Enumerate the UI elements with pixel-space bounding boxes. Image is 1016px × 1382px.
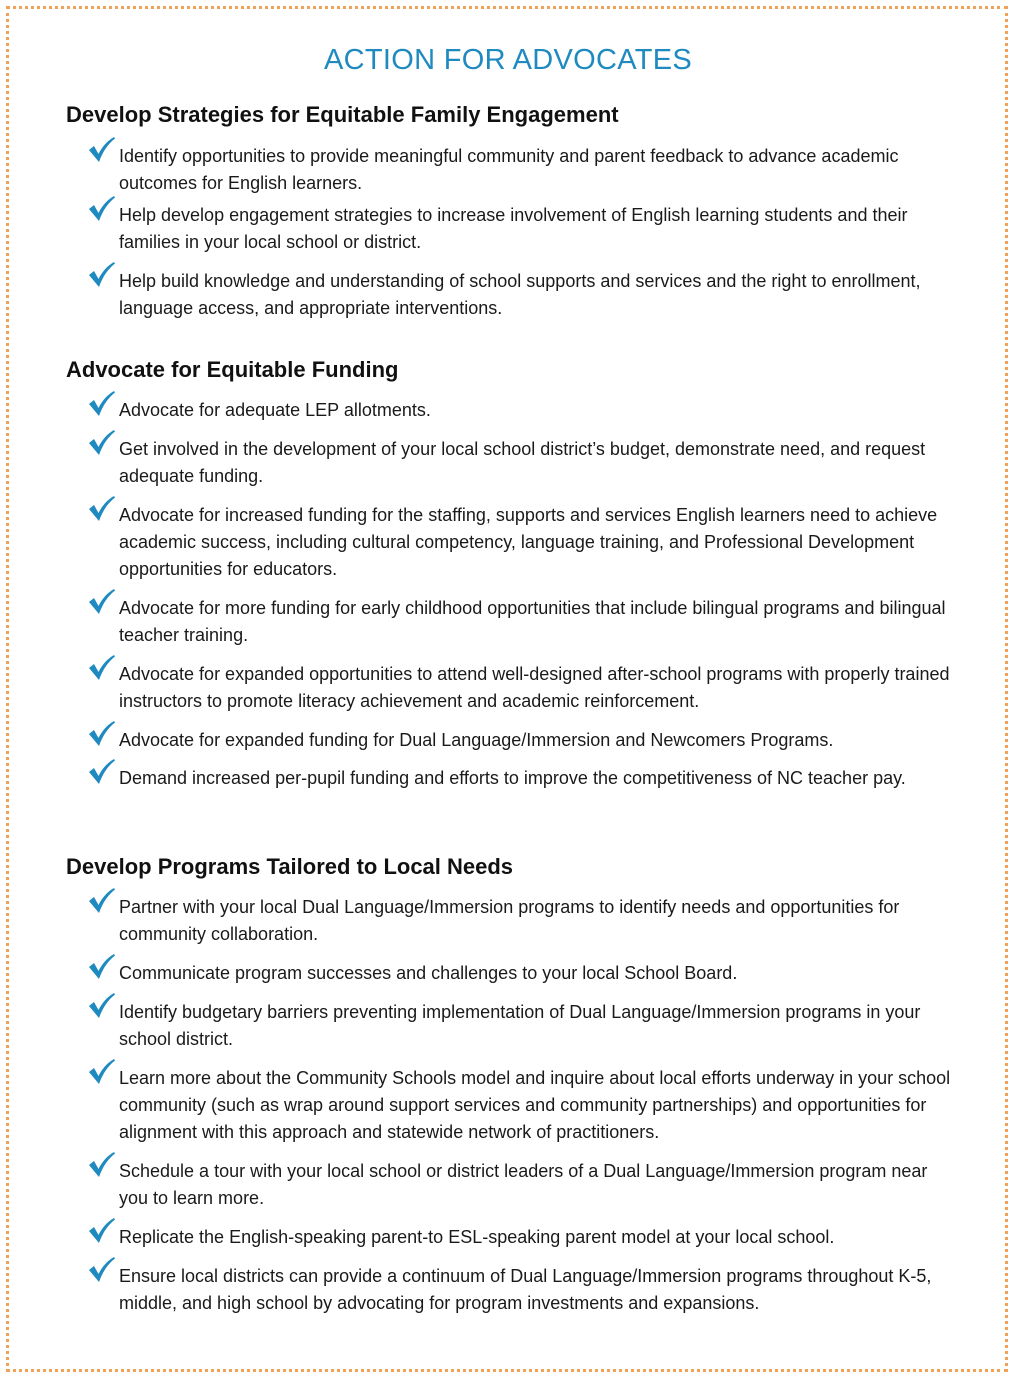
- list-item: [86, 436, 956, 490]
- list-item-text: Help develop engagement strategies to increase involvement of English learning students and their families in your local school or district.: [119, 205, 908, 252]
- list-item: [86, 999, 956, 1053]
- list-item-text: Partner with your local Dual Language/Immersion programs to identify needs and opportunities for community collaboration.: [119, 897, 900, 944]
- list-item-text: Identify budgetary barriers preventing implementation of Dual Language/Immersion programs in your school district.: [119, 1002, 921, 1049]
- checkmark-icon: [86, 428, 116, 458]
- list-item: [86, 268, 956, 322]
- checkmark-icon: [86, 389, 116, 419]
- section-heading: Develop Strategies for Equitable Family Engagement: [66, 102, 619, 127]
- checkmark-icon: [86, 757, 116, 787]
- list-item: [86, 1224, 956, 1251]
- checkmark-icon: [86, 719, 116, 749]
- section-heading: Develop Programs Tailored to Local Needs: [66, 854, 514, 879]
- list-item: [86, 1263, 956, 1317]
- list-item-text: Communicate program successes and challenges to your local School Board.: [119, 963, 738, 983]
- list-item-text: Advocate for increased funding for the staffing, supports and services English learners need to achieve academic success, including cultural competency, language training, and Professional Development opportunities for educators.: [119, 505, 938, 579]
- list-item-text: Identify opportunities to provide meaningful community and parent feedback to advance academic outcomes for English learners.: [119, 146, 899, 193]
- list-item: [86, 727, 956, 754]
- checkmark-icon: [86, 135, 116, 165]
- checkmark-icon: [86, 260, 116, 290]
- list-item: [86, 143, 956, 197]
- list-item-text: Advocate for expanded funding for Dual Language/Immersion and Newcomers Programs.: [119, 730, 834, 750]
- checkmark-icon: [86, 494, 116, 524]
- list-item: [86, 894, 956, 948]
- checkmark-icon: [86, 194, 116, 224]
- checkmark-icon: [86, 1057, 116, 1087]
- list-item: [86, 1158, 956, 1212]
- checkmark-icon: [86, 991, 116, 1021]
- list-item-text: Get involved in the development of your local school district’s budget, demonstrate need, and request adequate funding.: [119, 439, 926, 486]
- list-item-text: Advocate for more funding for early childhood opportunities that include bilingual programs and bilingual teacher training.: [119, 598, 946, 645]
- list-item: [86, 661, 956, 715]
- checkmark-icon: [86, 1150, 116, 1180]
- list-item-text: Help build knowledge and understanding of school supports and services and the right to enrollment, language access, and appropriate interventions.: [119, 271, 921, 318]
- checkmark-icon: [86, 653, 116, 683]
- list-item: [86, 202, 956, 256]
- checkmark-icon: [86, 587, 116, 617]
- checkmark-icon: [86, 886, 116, 916]
- checkmark-icon: [86, 952, 116, 982]
- list-item: [86, 595, 956, 649]
- list-item-text: Replicate the English-speaking parent-to ESL-speaking parent model at your local school.: [119, 1227, 835, 1247]
- list-item: [86, 397, 956, 424]
- list-item-text: Demand increased per-pupil funding and efforts to improve the competitiveness of NC teacher pay.: [119, 768, 906, 788]
- page-title: ACTION FOR ADVOCATES: [323, 44, 692, 76]
- checkmark-icon: [86, 1216, 116, 1246]
- list-item: [86, 502, 956, 583]
- list-item: [86, 960, 956, 987]
- list-item-text: Schedule a tour with your local school or district leaders of a Dual Language/Immersion program near you to learn more.: [119, 1161, 928, 1208]
- list-item-text: Advocate for expanded opportunities to attend well-designed after-school programs with properly trained instructors to promote literacy achievement and academic reinforcement.: [119, 664, 950, 711]
- checkmark-icon: [86, 1255, 116, 1285]
- list-item-text: Advocate for adequate LEP allotments.: [119, 400, 431, 420]
- list-item-text: Learn more about the Community Schools model and inquire about local efforts underway in your school community (such as wrap around support services and community partnerships) and opportunities for alignment with this approach and statewide network of practitioners.: [119, 1068, 951, 1142]
- list-item-text: Ensure local districts can provide a continuum of Dual Language/Immersion programs throughout K-5, middle, and high school by advocating for program investments and expansions.: [119, 1266, 932, 1313]
- section-heading: Advocate for Equitable Funding: [66, 357, 399, 382]
- list-item: [86, 1065, 956, 1146]
- list-item: [86, 765, 956, 792]
